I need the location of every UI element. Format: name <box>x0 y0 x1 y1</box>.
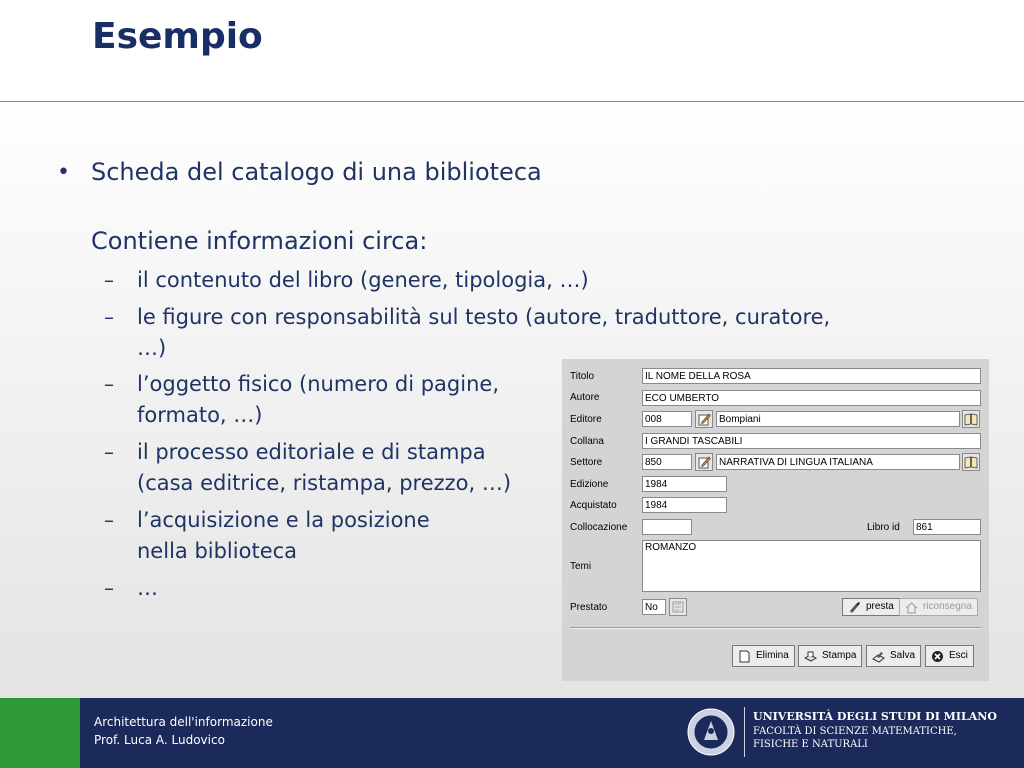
faculty-name: FACOLTÀ DI SCIENZE MATEMATICHE, <box>753 726 957 737</box>
label-autore: Autore <box>570 392 600 403</box>
acquistato-field[interactable]: 1984 <box>642 497 727 513</box>
delete-document-icon <box>738 650 751 663</box>
footer-band <box>0 698 1024 768</box>
temi-textarea[interactable]: ROMANZO <box>642 540 981 592</box>
label-collana: Collana <box>570 436 604 447</box>
editore-name-field[interactable]: Bompiani <box>716 411 960 427</box>
slide-title: Esempio <box>92 16 263 57</box>
sub-item-line: l’acquisizione e la posizione <box>137 508 430 532</box>
settore-code-field[interactable]: 850 <box>642 454 692 470</box>
editore-code-field[interactable]: 008 <box>642 411 692 427</box>
sub-item-acquisition <box>137 505 430 567</box>
dash-marker: – <box>104 268 114 292</box>
bullet-dot: • <box>57 160 70 185</box>
title-divider <box>0 101 1024 102</box>
sub-item-responsibility <box>137 302 830 364</box>
label-collocazione: Collocazione <box>570 522 628 533</box>
collana-field[interactable]: I GRANDI TASCABILI <box>642 433 981 449</box>
professor-name: Prof. Luca A. Ludovico <box>94 733 225 747</box>
university-seal-icon <box>686 707 736 757</box>
university-name: UNIVERSITÀ DEGLI STUDI DI MILANO <box>753 710 997 723</box>
course-title: Architettura dell'informazione <box>94 715 273 729</box>
sub-item-content <box>137 265 589 296</box>
catalog-form <box>562 359 989 681</box>
sub-item-line: nella biblioteca <box>137 539 298 563</box>
faculty-name-cont: FISICHE E NATURALI <box>753 739 868 750</box>
dash-marker: – <box>104 440 114 464</box>
sub-item-line: il processo editoriale e di stampa <box>137 440 486 464</box>
label-libro-id: Libro id <box>867 522 900 533</box>
autore-field[interactable]: ECO UMBERTO <box>642 390 981 406</box>
sub-item-ellipsis <box>137 573 158 604</box>
titolo-field[interactable]: IL NOME DELLA ROSA <box>642 368 981 384</box>
book-lookup-icon[interactable] <box>962 453 980 471</box>
elimina-button[interactable]: Elimina <box>732 645 795 667</box>
label-temi: Temi <box>570 561 592 572</box>
dash-marker: – <box>104 305 114 329</box>
prestato-field[interactable]: No <box>642 599 666 615</box>
sub-item-line: …) <box>137 336 167 360</box>
footer-accent <box>0 698 80 768</box>
sub-item-line: formato, …) <box>137 403 263 427</box>
dash-marker: – <box>104 372 114 396</box>
edizione-field[interactable]: 1984 <box>642 476 727 492</box>
esci-button[interactable]: Esci <box>925 645 974 667</box>
save-icon <box>872 650 885 663</box>
sub-item-physical-object <box>137 369 499 431</box>
label-prestato: Prestato <box>570 602 608 613</box>
libro-id-field[interactable]: 861 <box>913 519 981 535</box>
sub-item-line: il contenuto del libro (genere, tipologia, …) <box>137 268 589 292</box>
salva-button[interactable]: Salva <box>866 645 921 667</box>
settore-name-field[interactable]: NARRATIVA DI LINGUA ITALIANA <box>716 454 960 470</box>
loan-book-icon[interactable] <box>669 598 687 616</box>
stampa-button[interactable]: Stampa <box>798 645 862 667</box>
dash-marker: – <box>104 508 114 532</box>
edit-icon[interactable] <box>695 453 713 471</box>
home-icon <box>905 601 918 614</box>
presta-icon <box>848 601 861 614</box>
printer-icon <box>804 650 817 663</box>
label-editore: Editore <box>570 414 602 425</box>
dash-marker: – <box>104 576 114 600</box>
sub-item-line: le figure con responsabilità sul testo (autore, traduttore, curatore, <box>137 305 831 329</box>
collocazione-field[interactable] <box>642 519 692 535</box>
label-acquistato: Acquistato <box>570 500 617 511</box>
close-icon <box>931 650 944 663</box>
sub-item-line: (casa editrice, ristampa, prezzo, …) <box>137 471 512 495</box>
form-separator <box>570 627 981 629</box>
edit-icon[interactable] <box>695 410 713 428</box>
label-edizione: Edizione <box>570 479 609 490</box>
sub-item-editorial-process <box>137 437 511 499</box>
book-lookup-icon[interactable] <box>962 410 980 428</box>
footer-divider <box>744 707 745 757</box>
label-settore: Settore <box>570 457 603 468</box>
sub-item-line: l’oggetto fisico (numero di pagine, <box>137 372 499 396</box>
sub-item-line: … <box>137 576 158 600</box>
bullet-contains-info: Contiene informazioni circa: <box>91 227 428 255</box>
label-titolo: Titolo <box>570 371 595 382</box>
riconsegna-button[interactable]: riconsegna <box>899 598 978 616</box>
presta-button[interactable]: presta <box>842 598 900 616</box>
bullet-catalog-card: Scheda del catalogo di una biblioteca <box>91 158 542 186</box>
